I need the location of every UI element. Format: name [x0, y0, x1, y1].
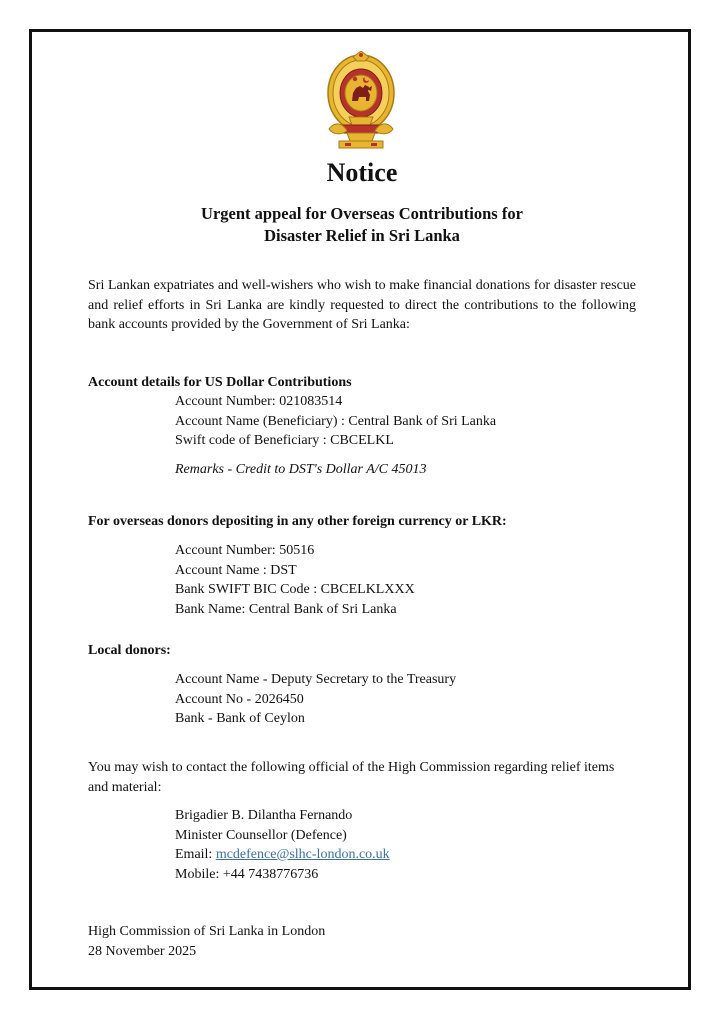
email-link[interactable]: mcdefence@slhc-london.co.uk [215, 847, 390, 862]
detail-line: Bank - Bank of Ceylon [175, 711, 305, 726]
usd-remarks: Remarks - Credit to DST's Dollar A/C 45013 [175, 462, 427, 477]
footer [88, 922, 325, 961]
usd-account-details [175, 392, 496, 451]
subtitle-line: Urgent appeal for Overseas Contributions for [201, 204, 523, 223]
footer-organization: High Commission of Sri Lanka in London [88, 924, 326, 939]
foreign-section-heading: For overseas donors depositing in any other foreign currency or LKR: [88, 514, 507, 529]
footer-date: 28 November 2025 [88, 943, 197, 959]
detail-line: Bank Name: Central Bank of Sri Lanka [175, 601, 397, 617]
usd-section-heading: Account details for US Dollar Contributions [88, 375, 352, 390]
contact-intro: You may wish to contact the following official of the High Commission regarding relief items and material: [88, 760, 615, 795]
contact-name: Brigadier B. Dilantha Fernando [175, 808, 353, 823]
contact-position: Minister Counsellor (Defence) [175, 827, 347, 843]
detail-line: Swift code of Beneficiary : CBCELKL [175, 433, 394, 448]
contact-mobile: Mobile: +44 7438776736 [175, 866, 319, 882]
local-section-heading: Local donors: [88, 643, 171, 658]
email-label: Email: [175, 847, 216, 862]
local-account-details [175, 670, 456, 729]
contact-email-line [175, 845, 390, 865]
detail-line: Account Name - Deputy Secretary to the Treasury [175, 672, 457, 687]
subtitle-line: Disaster Relief in Sri Lanka [264, 226, 460, 245]
page-subtitle [0, 203, 724, 247]
sri-lanka-emblem-icon [325, 51, 397, 149]
detail-line: Account Name (Beneficiary) : Central Bank of Sri Lanka [175, 413, 497, 429]
detail-line: Account Number: 021083514 [175, 394, 343, 409]
detail-line: Account Name : DST [175, 562, 297, 578]
detail-line: Account Number: 50516 [175, 543, 315, 558]
detail-line: Bank SWIFT BIC Code : CBCELKLXXX [175, 582, 415, 597]
detail-line: Account No - 2026450 [175, 691, 304, 707]
intro-paragraph: Sri Lankan expatriates and well-wishers who wish to make financial donations for disaster rescue and relief efforts in Sri Lanka are kindly requested to direct the contributions to the following bank accounts provided by the Government of Sri Lanka: [88, 278, 636, 332]
contact-details [175, 806, 390, 884]
page-title: Notice [326, 158, 398, 187]
foreign-account-details [175, 541, 415, 619]
